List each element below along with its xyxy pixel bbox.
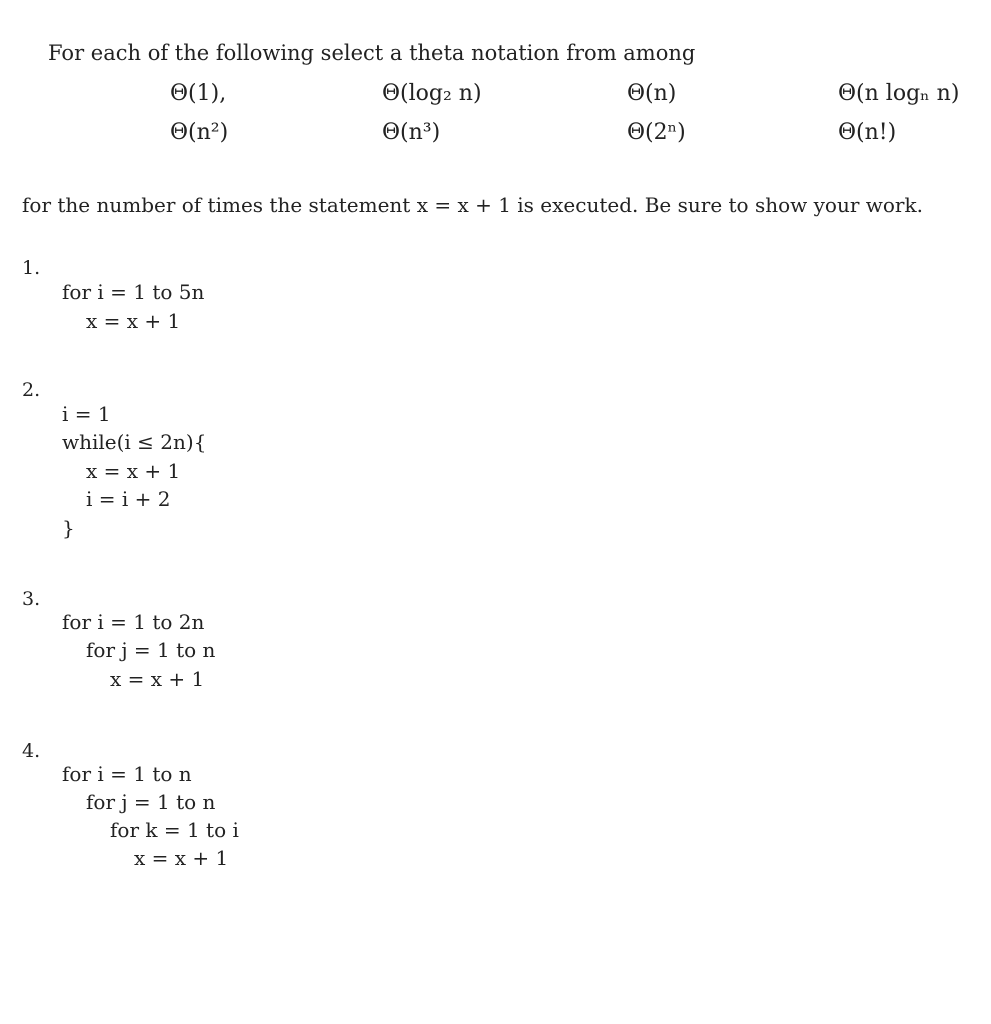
code-line: x = x + 1 [86, 309, 181, 333]
code-line: x = x + 1 [86, 459, 181, 483]
code-line: i = 1 [62, 402, 111, 426]
code-line: for i = 1 to 5n [62, 280, 205, 304]
notation-theta-log2n: Θ(log₂ n) [382, 81, 482, 106]
instruction-text: for the number of times the statement x = x + 1 is executed. Be sure to show your work. [22, 193, 923, 217]
code-line: for i = 1 to n [62, 762, 192, 786]
code-line: for i = 1 to 2n [62, 610, 205, 634]
code-line: while(i ≤ 2n){ [62, 430, 207, 454]
notation-theta-n: Θ(n) [627, 81, 677, 106]
problem-number: 4. [22, 740, 41, 762]
code-line: for j = 1 to n [86, 638, 216, 662]
code-line: for k = 1 to i [110, 818, 239, 842]
code-line: } [62, 516, 75, 540]
code-line: for j = 1 to n [86, 790, 216, 814]
notation-theta-n2: Θ(n²) [170, 120, 229, 145]
code-line: i = i + 2 [86, 487, 171, 511]
code-line: x = x + 1 [110, 667, 205, 691]
notation-theta-2n: Θ(2ⁿ) [627, 120, 686, 145]
notation-theta-nfact: Θ(n!) [838, 120, 897, 145]
notation-theta-1: Θ(1), [170, 81, 227, 106]
problem-number: 2. [22, 379, 41, 401]
code-line: x = x + 1 [134, 846, 229, 870]
problem-number: 1. [22, 257, 41, 279]
notation-theta-nlogn: Θ(n logₙ n) [838, 81, 960, 106]
problem-number: 3. [22, 588, 41, 610]
notation-theta-n3: Θ(n³) [382, 120, 441, 145]
intro-text: For each of the following select a theta notation from among [48, 41, 696, 65]
